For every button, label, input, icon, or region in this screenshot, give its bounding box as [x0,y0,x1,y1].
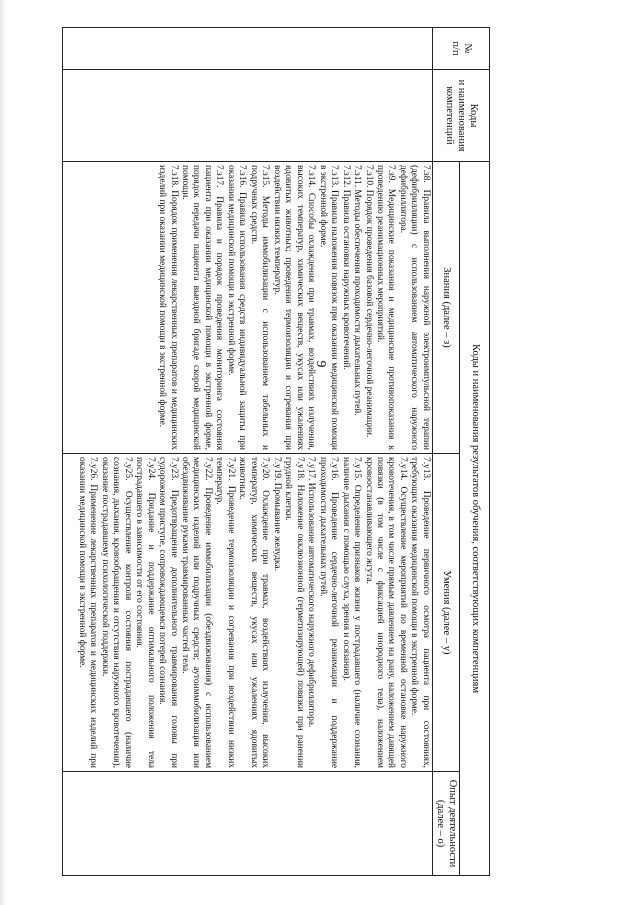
knowledge-item: 7.з16. Правила использования средств индивидуальной защиты при оказании медицинской помощи в экстренной форме. [225,165,248,450]
skill-item: 7.у25. Осуществление контроля состояния пострадавшего (наличие сознания, дыхания, кровообращения и отсутствия наружного кровотечения), оказание пострадавшему психологической поддержки. [99,457,133,768]
skill-item: 7.у13. Проведение первичного осмотра пациента при состояниях, требующих оказания медицинской помощи в экстренной форме. [409,457,431,768]
header-knowledge: Знания (далее – з) [432,162,459,454]
skill-item: 7.у16. Проведение сердечно-легочной реанимации и поддержание проходимости дыхательных путей. [317,457,340,768]
header-experience: Опыт деятельности (далее – о) [432,772,459,876]
cell-competency-code [63,70,433,162]
knowledge-item: 7.з18. Порядок применения лекарственных препаратов и медицинских изделий при оказании медицинской помощи в экстренной форме. [157,165,179,450]
scan-edge-shadow [0,0,6,905]
skill-item: 7.у24. Придание и поддержание оптимального положения тела пострадавшего в зависимости от его состояния. [134,457,156,768]
knowledge-item: 7.з9. Медицинские показания и медицинские противопоказания к проведению реанимационных мероприятий. [375,165,397,450]
skill-item: 7.у14. Осуществление мероприятий по временной остановке наружного кровотечения, в том числе прямым давлением на рану, наложением давящей повязки (в том числе с фиксацией инородного тела), наложением кровоостанавливающего жгута. [363,457,408,768]
skill-item: 7.у26. Применение лекарственных препаратов и медицинских изделий при оказании медицинской помощи в экстренной форме. [76,457,99,768]
skill-item: 7.у15. Определение признаков жизни у пострадавшего (наличие сознания, наличие дыхания с помощью слуха, зрения и осязания). [340,457,363,768]
knowledge-item: 7.з10. Порядок проведения базовой сердечно-легочной реанимации. [363,165,374,438]
header-learning-results: Коды и наименования результатов обучения, соответствующих компетенциям [460,162,490,876]
cell-knowledge [63,162,433,454]
rotated-document-table [62,27,490,875]
knowledge-item: 7.з17. Правила и порядок проведения мониторинга состояния пациента при оказании медицинской помощи в экстренной форме, порядок передачи пациента выездной бригаде скорой медицинской помощи. [180,165,225,450]
skill-item: 7.у22. Проведение иммобилизации (обездвиживания) с использованием медицинских изделий или подручных средств; аутоиммобилизация или обездвиживание руками травмированных частей тела. [180,457,213,768]
skill-item: 7.у20. Охлаждение при травмах, воздействиях излучения, высоких температур, химических веществ, укусах или ужалениях ядовитых животных. [237,457,271,768]
skill-item: 7.у21. Проведение термоизоляции и согревания при воздействии низких температур. [214,457,236,768]
header-skills: Умения (далее – у) [432,454,459,772]
knowledge-item: 7.з14. Способы охлаждения при травмах, воздействиях излучения, высоких температур, химических веществ, укусах или ужалениях ядовитых животных; проведения термоизоляции и согревания при воздействии низких температур. [271,165,317,450]
cell-experience [63,772,433,876]
competencies-table [62,27,490,876]
skill-item: 7.у18. Наложение окклюзионной (герметизирующей) повязки при ранении грудной клетки. [283,457,305,768]
knowledge-item: 7.з13. Правила наложения повязок при оказании медицинской помощи в экстренной форме. [317,165,340,450]
skill-item: 7.у23. Предотвращение дополнительного травмирования головы при судорожном приступе, сопровождающемся потерей сознания. [157,457,179,768]
page-number: 9 [313,360,328,368]
knowledge-item: 7.з11. Методы обеспечения проходимости дыхательных путей. [352,165,363,416]
knowledge-item: 7.з8. Правила выполнения наружной электроимпульсной терапии (дефибрилляции) с использованием автоматического наружного дефибриллятора. [397,165,431,450]
knowledge-item: 7.з12. Правила остановки наружных кровотечений. [340,165,351,370]
cell-skills [63,454,433,772]
cell-number [63,28,433,70]
header-number: № п/п [432,28,489,70]
header-competency-codes: Коды и наименования компетенций [432,70,489,162]
knowledge-item: 7.з15. Методы иммобилизации с использованием табельных и подручных средств. [248,165,271,450]
skill-item: 7.у19. Промывание желудка. [271,457,282,571]
skill-item: 7.у17. Использование автоматического наружного дефибриллятора. [306,457,317,728]
